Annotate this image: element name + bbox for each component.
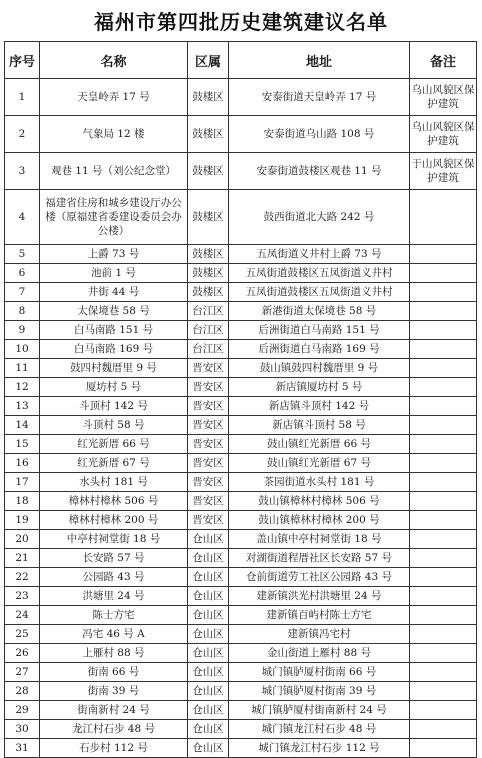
cell-no: 3: [5, 153, 40, 190]
cell-district: 台江区: [188, 340, 229, 359]
header-address: 地址: [229, 42, 410, 79]
cell-address: 鼓山镇红光新厝 67 号: [229, 454, 410, 473]
cell-name: 天皇岭弄 17 号: [40, 79, 188, 116]
cell-address: 建新镇洪光村洪塘里 24 号: [229, 587, 410, 606]
cell-note: [410, 587, 477, 606]
cell-no: 15: [5, 435, 40, 454]
cell-note: [410, 720, 477, 739]
cell-name: 樟林村樟林 506 号: [40, 492, 188, 511]
cell-no: 7: [5, 283, 40, 302]
cell-no: 5: [5, 245, 40, 264]
cell-district: 仓山区: [188, 663, 229, 682]
cell-note: [410, 245, 477, 264]
table-row: [5, 153, 477, 190]
table-row: [5, 606, 477, 625]
cell-district: 仓山区: [188, 720, 229, 739]
cell-note: [410, 416, 477, 435]
buildings-table: [4, 41, 477, 758]
cell-district: 仓山区: [188, 606, 229, 625]
table-row: [5, 511, 477, 530]
cell-name: 气象局 12 楼: [40, 116, 188, 153]
table-row: [5, 190, 477, 245]
cell-note: [410, 530, 477, 549]
cell-district: 仓山区: [188, 682, 229, 701]
table-row: [5, 568, 477, 587]
cell-name: 上爵 73 号: [40, 245, 188, 264]
cell-note: [410, 739, 477, 758]
cell-district: 晋安区: [188, 473, 229, 492]
cell-name: 中亭村祠堂街 18 号: [40, 530, 188, 549]
cell-district: 仓山区: [188, 701, 229, 720]
cell-note: [410, 701, 477, 720]
cell-name: 斗顶村 58 号: [40, 416, 188, 435]
cell-name: 池前 1 号: [40, 264, 188, 283]
table-row: [5, 79, 477, 116]
cell-address: 对湖街道程厝社区长安路 57 号: [229, 549, 410, 568]
cell-address: 新店镇厦坊村 5 号: [229, 378, 410, 397]
cell-district: 鼓楼区: [188, 79, 229, 116]
cell-no: 26: [5, 644, 40, 663]
cell-no: 20: [5, 530, 40, 549]
cell-name: 街南 39 号: [40, 682, 188, 701]
table-row: [5, 625, 477, 644]
cell-name: 井街 44 号: [40, 283, 188, 302]
table-row: [5, 116, 477, 153]
cell-address: 金山街道上雁村 88 号: [229, 644, 410, 663]
cell-note: [410, 663, 477, 682]
cell-address: 新店镇斗顶村 58 号: [229, 416, 410, 435]
cell-district: 仓山区: [188, 587, 229, 606]
cell-no: 24: [5, 606, 40, 625]
header-name: 名称: [40, 42, 188, 79]
table-row: [5, 397, 477, 416]
cell-district: 台江区: [188, 302, 229, 321]
cell-note: [410, 435, 477, 454]
page-title: 福州市第四批历史建筑建议名单: [94, 10, 388, 34]
cell-no: 31: [5, 739, 40, 758]
cell-no: 21: [5, 549, 40, 568]
cell-note: [410, 549, 477, 568]
cell-name: 观巷 11 号（刘公纪念堂）: [40, 153, 188, 190]
cell-note: [410, 511, 477, 530]
table-row: [5, 435, 477, 454]
table-row: [5, 492, 477, 511]
cell-address: 安泰街道乌山路 108 号: [229, 116, 410, 153]
cell-note: [410, 340, 477, 359]
cell-no: 16: [5, 454, 40, 473]
cell-address: 后洲街道白马南路 151 号: [229, 321, 410, 340]
cell-name: 长安路 57 号: [40, 549, 188, 568]
cell-no: 2: [5, 116, 40, 153]
cell-address: 鼓山镇红光新厝 66 号: [229, 435, 410, 454]
cell-no: 29: [5, 701, 40, 720]
cell-address: 鼓西街道北大路 242 号: [229, 190, 410, 245]
table-row: [5, 549, 477, 568]
cell-address: 五凤街道鼓楼区五凤街道义井村: [229, 264, 410, 283]
cell-name: 陈士方宅: [40, 606, 188, 625]
cell-no: 18: [5, 492, 40, 511]
cell-name: 斗顶村 142 号: [40, 397, 188, 416]
cell-address: 城门镇胪厦村街南 39 号: [229, 682, 410, 701]
cell-no: 14: [5, 416, 40, 435]
cell-note: [410, 283, 477, 302]
cell-address: 鼓山镇鼓四村魏厝里 9 号: [229, 359, 410, 378]
cell-name: 福建省住房和城乡建设厅办公楼（原福建省委建设委员会办公楼）: [40, 190, 188, 245]
cell-name: 龙江村石步 48 号: [40, 720, 188, 739]
cell-note: 乌山风貌区保护建筑: [410, 79, 477, 116]
cell-no: 22: [5, 568, 40, 587]
table-row: [5, 283, 477, 302]
table-row: [5, 359, 477, 378]
cell-address: 新港街道太保境巷 58 号: [229, 302, 410, 321]
cell-note: [410, 302, 477, 321]
cell-no: 13: [5, 397, 40, 416]
cell-name: 冯宅 46 号 A: [40, 625, 188, 644]
cell-note: [410, 473, 477, 492]
cell-no: 8: [5, 302, 40, 321]
cell-district: 台江区: [188, 321, 229, 340]
cell-district: 晋安区: [188, 378, 229, 397]
cell-district: 仓山区: [188, 568, 229, 587]
cell-note: [410, 359, 477, 378]
cell-district: 鼓楼区: [188, 264, 229, 283]
cell-district: 晋安区: [188, 416, 229, 435]
cell-name: 白马南路 151 号: [40, 321, 188, 340]
cell-district: 鼓楼区: [188, 245, 229, 264]
cell-address: 后洲街道白马南路 169 号: [229, 340, 410, 359]
cell-name: 街南新村 24 号: [40, 701, 188, 720]
table-row: [5, 587, 477, 606]
cell-district: 鼓楼区: [188, 190, 229, 245]
table-row: [5, 701, 477, 720]
cell-no: 10: [5, 340, 40, 359]
cell-address: 鼓山镇樟林村樟林 506 号: [229, 492, 410, 511]
cell-district: 晋安区: [188, 359, 229, 378]
cell-name: 厦坊村 5 号: [40, 378, 188, 397]
cell-note: [410, 644, 477, 663]
cell-note: [410, 378, 477, 397]
cell-district: 仓山区: [188, 739, 229, 758]
cell-no: 23: [5, 587, 40, 606]
cell-note: [410, 625, 477, 644]
cell-address: 茶园街道水头村 181 号: [229, 473, 410, 492]
cell-name: 樟林村樟林 200 号: [40, 511, 188, 530]
table-header-row: [5, 42, 477, 79]
cell-address: 建新镇冯宅村: [229, 625, 410, 644]
table-row: [5, 530, 477, 549]
cell-address: 建新镇百屿村陈士方宅: [229, 606, 410, 625]
cell-no: 25: [5, 625, 40, 644]
table-row: [5, 378, 477, 397]
cell-district: 晋安区: [188, 435, 229, 454]
cell-note: 乌山风貌区保护建筑: [410, 116, 477, 153]
cell-no: 12: [5, 378, 40, 397]
cell-district: 仓山区: [188, 644, 229, 663]
cell-note: [410, 397, 477, 416]
table-row: [5, 454, 477, 473]
cell-note: [410, 454, 477, 473]
cell-address: 新店镇斗顶村 142 号: [229, 397, 410, 416]
cell-name: 上雁村 88 号: [40, 644, 188, 663]
cell-address: 安泰街道天皇岭弄 17 号: [229, 79, 410, 116]
table-row: [5, 663, 477, 682]
header-district: 区属: [188, 42, 229, 79]
cell-address: 城门镇龙江村石步 112 号: [229, 739, 410, 758]
cell-address: 仓前街道劳工社区公园路 43 号: [229, 568, 410, 587]
cell-district: 仓山区: [188, 549, 229, 568]
cell-address: 城门镇胪厦村街南 66 号: [229, 663, 410, 682]
cell-name: 水头村 181 号: [40, 473, 188, 492]
cell-address: 五凤街道鼓楼区五凤街道义井村: [229, 283, 410, 302]
cell-address: 安泰街道鼓楼区观巷 11 号: [229, 153, 410, 190]
cell-no: 27: [5, 663, 40, 682]
cell-name: 太保境巷 58 号: [40, 302, 188, 321]
cell-note: [410, 568, 477, 587]
cell-district: 晋安区: [188, 397, 229, 416]
cell-district: 鼓楼区: [188, 283, 229, 302]
table-row: [5, 264, 477, 283]
cell-note: 于山风貌区保护建筑: [410, 153, 477, 190]
cell-no: 1: [5, 79, 40, 116]
cell-no: 4: [5, 190, 40, 245]
table-row: [5, 340, 477, 359]
cell-no: 9: [5, 321, 40, 340]
cell-address: 盖山镇中亭村祠堂街 18 号: [229, 530, 410, 549]
cell-address: 城门镇胪厦村街南新村 24 号: [229, 701, 410, 720]
cell-note: [410, 682, 477, 701]
cell-name: 街南 66 号: [40, 663, 188, 682]
table-row: [5, 720, 477, 739]
table-row: [5, 245, 477, 264]
cell-district: 晋安区: [188, 511, 229, 530]
cell-address: 城门镇龙江村石步 48 号: [229, 720, 410, 739]
cell-note: [410, 264, 477, 283]
cell-note: [410, 606, 477, 625]
table-row: [5, 682, 477, 701]
table-row: [5, 473, 477, 492]
cell-district: 鼓楼区: [188, 116, 229, 153]
cell-address: 鼓山镇樟林村樟林 200 号: [229, 511, 410, 530]
cell-no: 11: [5, 359, 40, 378]
cell-name: 公园路 43 号: [40, 568, 188, 587]
cell-name: 鼓四村魏厝里 9 号: [40, 359, 188, 378]
cell-address: 五凤街道义井村上爵 73 号: [229, 245, 410, 264]
cell-no: 19: [5, 511, 40, 530]
cell-no: 30: [5, 720, 40, 739]
cell-no: 28: [5, 682, 40, 701]
cell-district: 晋安区: [188, 454, 229, 473]
cell-district: 仓山区: [188, 625, 229, 644]
header-no: 序号: [5, 42, 40, 79]
table-row: [5, 302, 477, 321]
cell-no: 17: [5, 473, 40, 492]
cell-name: 石步村 112 号: [40, 739, 188, 758]
cell-name: 红光新厝 66 号: [40, 435, 188, 454]
table-row: [5, 321, 477, 340]
cell-note: [410, 321, 477, 340]
cell-name: 洪塘里 24 号: [40, 587, 188, 606]
cell-name: 白马南路 169 号: [40, 340, 188, 359]
cell-district: 晋安区: [188, 492, 229, 511]
cell-district: 仓山区: [188, 530, 229, 549]
cell-note: [410, 492, 477, 511]
header-note: 备注: [410, 42, 477, 79]
cell-district: 鼓楼区: [188, 153, 229, 190]
table-row: [5, 644, 477, 663]
cell-note: [410, 190, 477, 245]
table-row: [5, 739, 477, 758]
cell-no: 6: [5, 264, 40, 283]
table-row: [5, 416, 477, 435]
cell-name: 红光新厝 67 号: [40, 454, 188, 473]
